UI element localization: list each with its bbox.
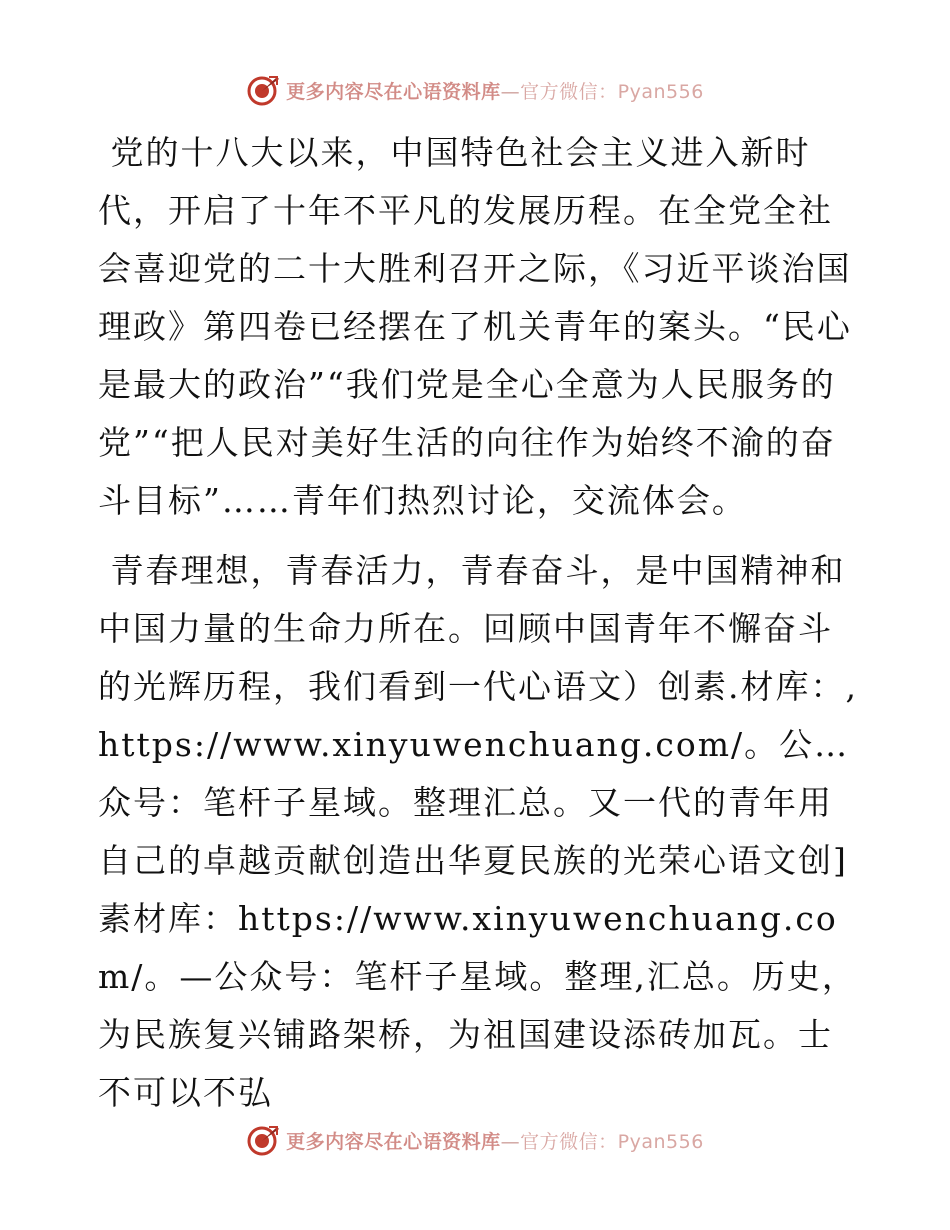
- footer-banner-main: 更多内容尽在心语资料库: [286, 1130, 501, 1153]
- header-banner-wechat: 官方微信：Pyan556: [520, 80, 704, 103]
- header-banner-text: [286, 77, 704, 104]
- pen-nib-circle-logo-icon: [246, 73, 280, 107]
- pen-nib-circle-logo-icon: [246, 1123, 280, 1157]
- footer-banner-wechat: 官方微信：Pyan556: [520, 1130, 704, 1153]
- header-banner: [0, 70, 950, 110]
- footer-banner-separator: —: [500, 1130, 521, 1153]
- header-banner-main: 更多内容尽在心语资料库: [286, 80, 501, 103]
- document-body: [98, 124, 858, 1122]
- footer-banner-text: [286, 1127, 704, 1154]
- paragraph-2: 青春理想，青春活力，青春奋斗，是中国精神和中国力量的生命力所在。回顾中国青年不懈奋斗的光辉历程，我们看到一代心语文）创素.材库：,https://www.xinyuwenchuang.com/。公…众号：笔杆子星域。整理汇总。又一代的青年用自己的卓越贡献创造出华夏民族的光荣心语文创]素材库：https://www.xinyuwenchuang.com/。—公众号：笔杆子星域。整理,汇总。历史，为民族复兴铺路架桥，为祖国建设添砖加瓦。士不可以不弘: [98, 551, 858, 1112]
- footer-banner: [0, 1120, 950, 1160]
- paragraph-1: 党的十八大以来，中国特色社会主义进入新时代，开启了十年不平凡的发展历程。在全党全社会喜迎党的二十大胜利召开之际，《习近平谈治国理政》第四卷已经摆在了机关青年的案头。“民心是最大的政治”“我们党是全心全意为人民服务的党”“把人民对美好生活的向往作为始终不渝的奋斗目标”……青年们热烈讨论，交流体会。: [98, 133, 852, 520]
- header-banner-separator: —: [500, 80, 521, 103]
